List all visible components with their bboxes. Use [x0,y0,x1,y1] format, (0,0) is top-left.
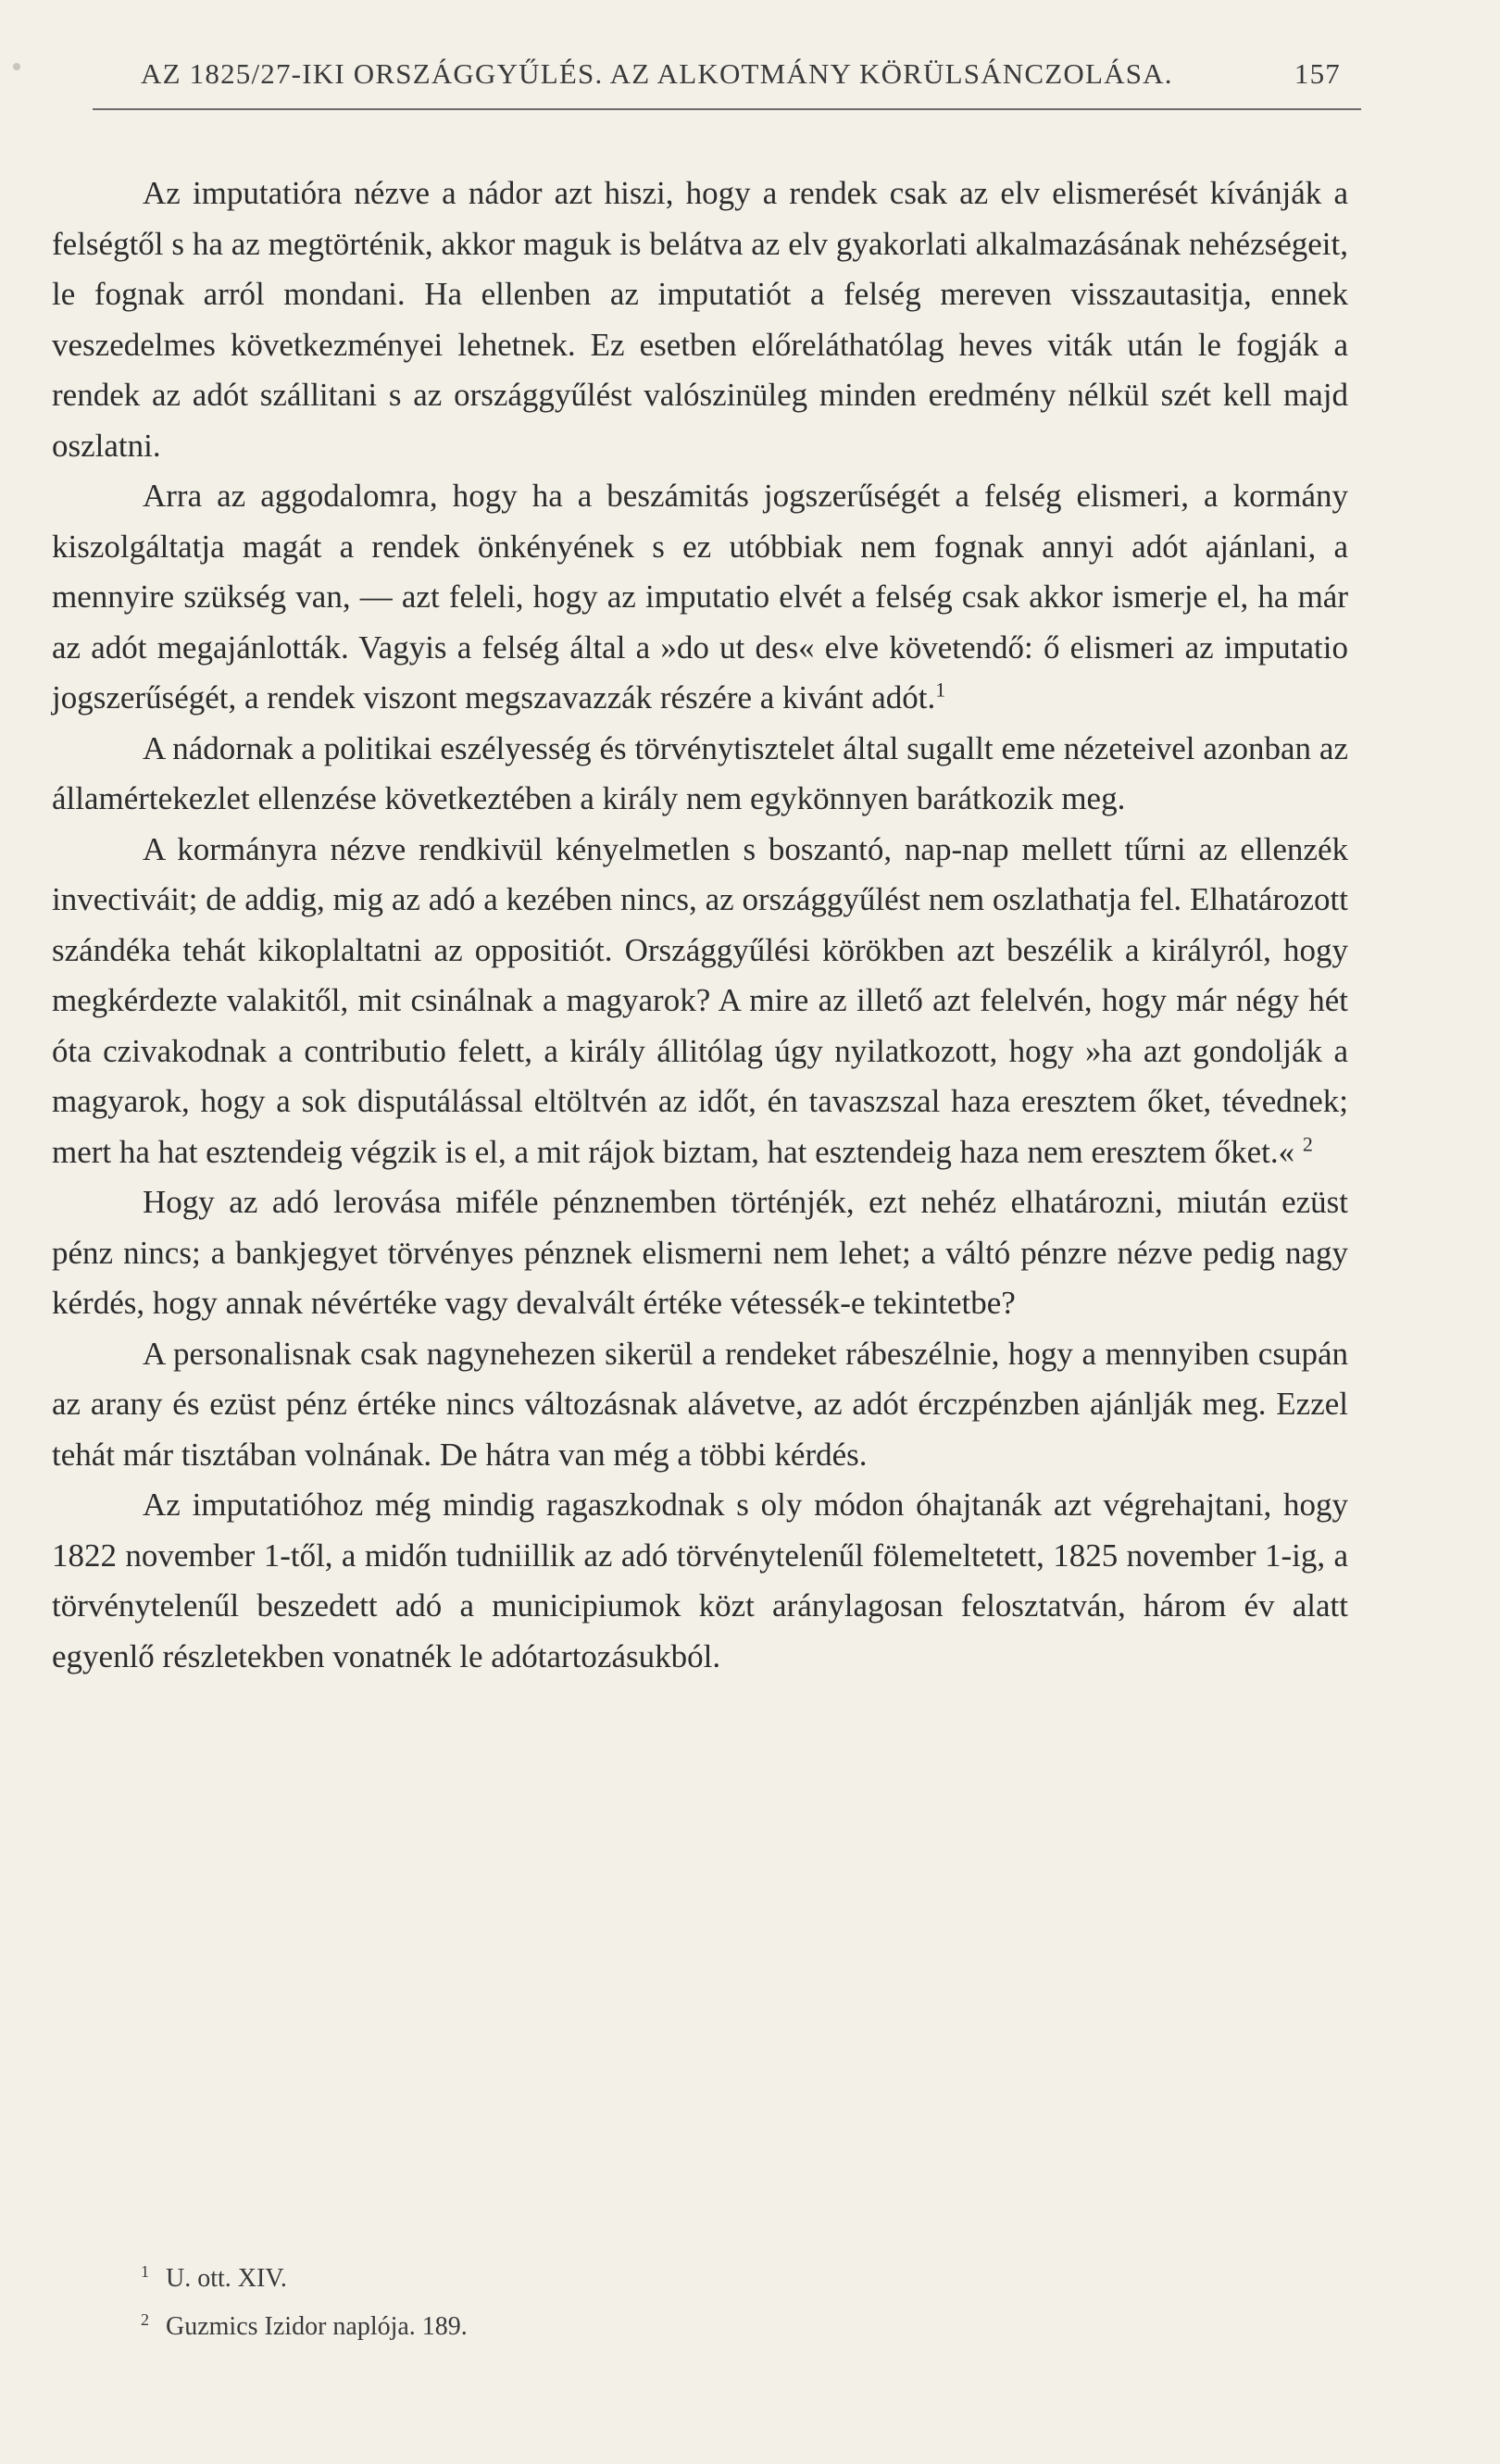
running-header [141,57,1341,91]
paragraph: A personalisnak csak nagynehezen sikerül a rendeket rábeszélnie, hogy a mennyiben csupán az arany és ezüst pénz értéke nincs változásnak alávetve, az adót érczpénzben ajánlják meg. Ezzel tehát már tisztában volnának. De hátra van még a többi kérdés. [52,1335,1348,1473]
running-title: AZ 1825/27-IKI ORSZÁGGYŰLÉS. AZ ALKOTMÁNY KÖRÜLSÁNCZOLÁSA. [141,57,1173,90]
paragraph: Az imputatióhoz még mindig ragaszkodnak s oly módon óhajtanák azt végrehajtani, hogy 1822 november 1-től, a midőn tudniillik az adó törvénytelenűl fölemeltetett, 1825 november 1-ig, a törvénytelenűl beszedett adó a municipiumok közt aránylagosan felosztatván, három év alatt egyenlő részletekben vonatnék le adótartozásukból. [52,1487,1348,1674]
page-number: 157 [1294,57,1341,90]
footnote-mark: 1 [141,2262,149,2281]
paragraph: A nádornak a politikai eszélyesség és törvénytisztelet által sugallt eme nézeteivel azonban az államértekezlet ellenzése következtében a király nem egykönnyen barátkozik meg. [52,729,1348,816]
paragraph: Arra az aggodalomra, hogy ha a beszámitás jogszerűségét a felség elismeri, a kormány kiszolgáltatja magát a rendek önkényének s ez utóbbiak nem fognak annyi adót ajánlani, a mennyire szükség van, — azt feleli, hogy az imputatio elvét a felség csak akkor ismerje el, ha már az adót megajánlották. Vagyis a felség által a »do ut des« elve követendő: ő elismeri az imputatio jogszerűségét, a rendek viszont megszavazzák részére a kivánt adót.$^1$ [52,478,1348,716]
footnote-text: U. ott. XIV. [166,2264,287,2293]
paragraph: Hogy az adó lerovása miféle pénznemben történjék, ezt nehéz elhatározni, miután ezüst pénz nincs; a bankjegyet törvényes pénznek elismerni nem lehet; a váltó pénzre nézve pedig nagy kérdés, hogy annak névértéke vagy devalvált értéke vétessék-e tekintetbe? [52,1184,1348,1321]
header-rule [93,108,1361,110]
footnote-mark: 2 [141,2310,149,2329]
paragraph: Az imputatióra nézve a nádor azt hiszi, hogy a rendek csak az elv elismerését kívánják a felségtől s ha az megtörténik, akkor maguk is belátva az elv gyakorlati alkalmazásának nehézségeit, le fognak arról mondani. Ha ellenben az imputatiót a felség mereven visszautasitja, ennek veszedelmes következményei lehetnek. Ez esetben előreláthatólag heves viták után le fogják a rendek az adót szállitani s az országgyűlést valószinüleg minden eredmény nélkül szét kell majd oszlatni. [52,175,1348,464]
body-text [52,168,1348,1682]
footnote-reference: 2 [1302,1131,1313,1155]
footnote-reference: 1 [935,678,946,702]
footnotes [141,2255,1252,2351]
footnote [141,2303,1252,2351]
footnote [141,2255,1252,2303]
paper-speck [13,63,20,70]
paragraph: A kormányra nézve rendkivül kényelmetlen s boszantó, nap-nap mellett tűrni az ellenzék invectiváit; de addig, mig az adó a kezében nincs, az országgyűlést nem oszlathatja fel. Elhatározott szándéka tehát kikoplaltatni az oppositiót. Országgyűlési körökben azt beszélik a királyról, hogy megkérdezte valakitől, mit csinálnak a magyarok? A mire az illető azt felelvén, hogy már négy hét óta czivakodnak a contributio felett, a király állitólag úgy nyilatkozott, hogy »ha azt gondolják a magyarok, hogy a sok disputálással eltöltvén az időt, én tavaszszal haza eresztem őket, tévednek; mert ha hat esztendeig végzik is el, a mit rájok biztam, hat esztendeig haza nem eresztem őket.« $^2$ [52,830,1348,1170]
footnote-text: Guzmics Izidor naplója. 189. [166,2312,468,2341]
